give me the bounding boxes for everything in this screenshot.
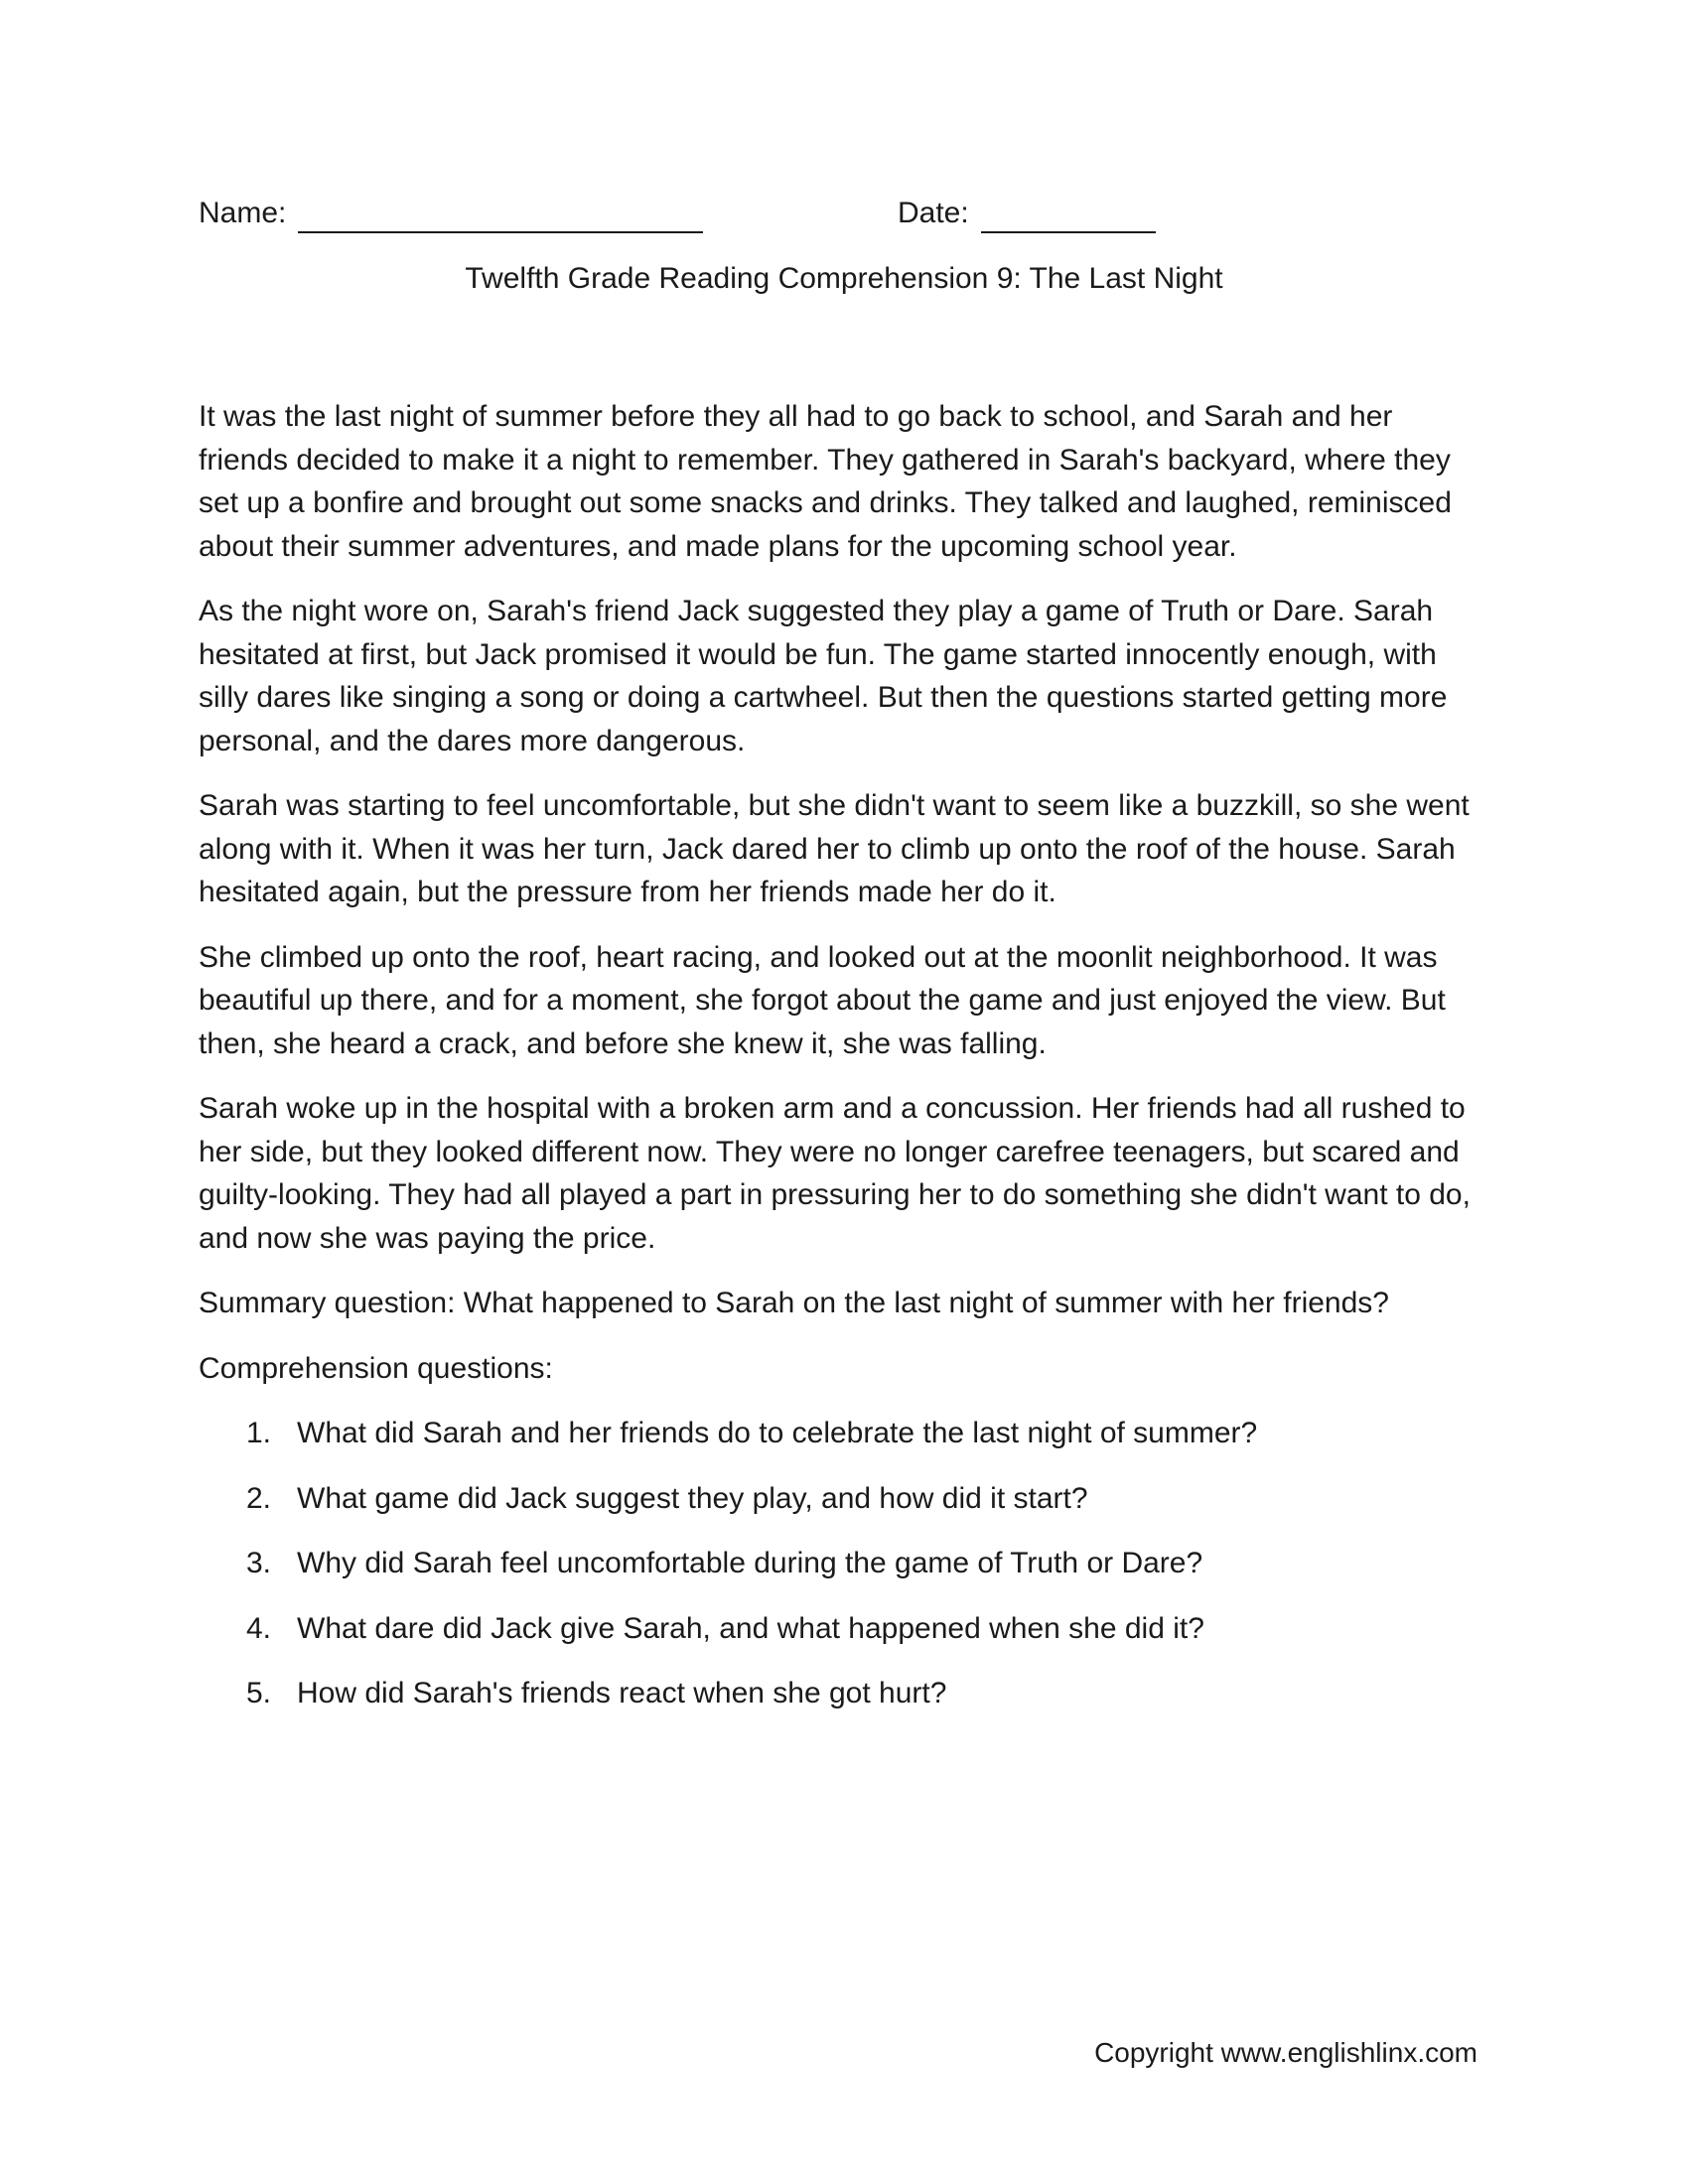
question-number: 3. bbox=[246, 1547, 272, 1579]
question-item bbox=[199, 1412, 1489, 1455]
question-item bbox=[199, 1477, 1489, 1521]
question-list bbox=[199, 1412, 1489, 1715]
passage-paragraph: She climbed up onto the roof, heart racing, and looked out at the moonlit neighborhood. It was beautiful up there, and for a moment, she forgot about the game and just enjoyed the view. But then, she heard a crack, and before she knew it, she was falling. bbox=[199, 940, 1446, 1060]
question-item bbox=[199, 1672, 1489, 1715]
question-number: 1. bbox=[246, 1417, 272, 1449]
reading-passage bbox=[199, 395, 1489, 1737]
question-text: How did Sarah's friends react when she got hurt? bbox=[297, 1677, 947, 1709]
question-number: 4. bbox=[246, 1611, 272, 1645]
question-text: Why did Sarah feel uncomfortable during the game of Truth or Dare? bbox=[297, 1547, 1203, 1579]
question-item bbox=[199, 1607, 1489, 1651]
header-row bbox=[199, 197, 1489, 240]
date-blank-line bbox=[981, 231, 1156, 233]
name-blank-line bbox=[298, 231, 703, 233]
question-text: What game did Jack suggest they play, and how did it start? bbox=[297, 1481, 1088, 1515]
passage-paragraph: It was the last night of summer before they all had to go back to school, and Sarah and her friends decided to make it a night to remember. They gathered in Sarah's backyard, where they set up a bonfire and brought out some snacks and drinks. They talked and laughed, reminisced about their summer adventures, and made plans for the upcoming school year. bbox=[199, 400, 1452, 563]
question-text: What did Sarah and her friends do to celebrate the last night of summer? bbox=[297, 1417, 1258, 1449]
passage-paragraph: Sarah woke up in the hospital with a broken arm and a concussion. Her friends had all rushed to her side, but they looked different now. They were no longer carefree teenagers, but scared and guilty-looking. They had all played a part in pressuring her to do something she didn't want to do, and now she was paying the price. bbox=[199, 1092, 1471, 1255]
passage-paragraph: Sarah was starting to feel uncomfortable, but she didn't want to seem like a buzzkill, so she went along with it. When it was her turn, Jack dared her to climb up onto the roof of the house. Sarah hesitated again, but the pressure from her friends made her do it. bbox=[199, 789, 1470, 908]
copyright-notice: Copyright www.englishlinx.com bbox=[1094, 2037, 1477, 2068]
date-label: Date: bbox=[898, 197, 969, 229]
comprehension-label: Comprehension questions: bbox=[199, 1351, 553, 1385]
summary-question: Summary question: What happened to Sarah on the last night of summer with her friends? bbox=[199, 1287, 1389, 1319]
question-number: 2. bbox=[246, 1481, 272, 1515]
question-item bbox=[199, 1542, 1489, 1585]
name-label: Name: bbox=[199, 197, 287, 229]
passage-paragraph: As the night wore on, Sarah's friend Jack suggested they play a game of Truth or Dare. Sarah hesitated at first, but Jack promised it would be fun. The game started innocently enough, with silly dares like singing a song or doing a cartwheel. But then the questions started getting more personal, and the dares more dangerous. bbox=[199, 595, 1448, 757]
worksheet-title: Twelfth Grade Reading Comprehension 9: The Last Night bbox=[465, 262, 1223, 295]
question-text: What dare did Jack give Sarah, and what happened when she did it? bbox=[297, 1611, 1204, 1645]
question-number: 5. bbox=[246, 1677, 272, 1709]
